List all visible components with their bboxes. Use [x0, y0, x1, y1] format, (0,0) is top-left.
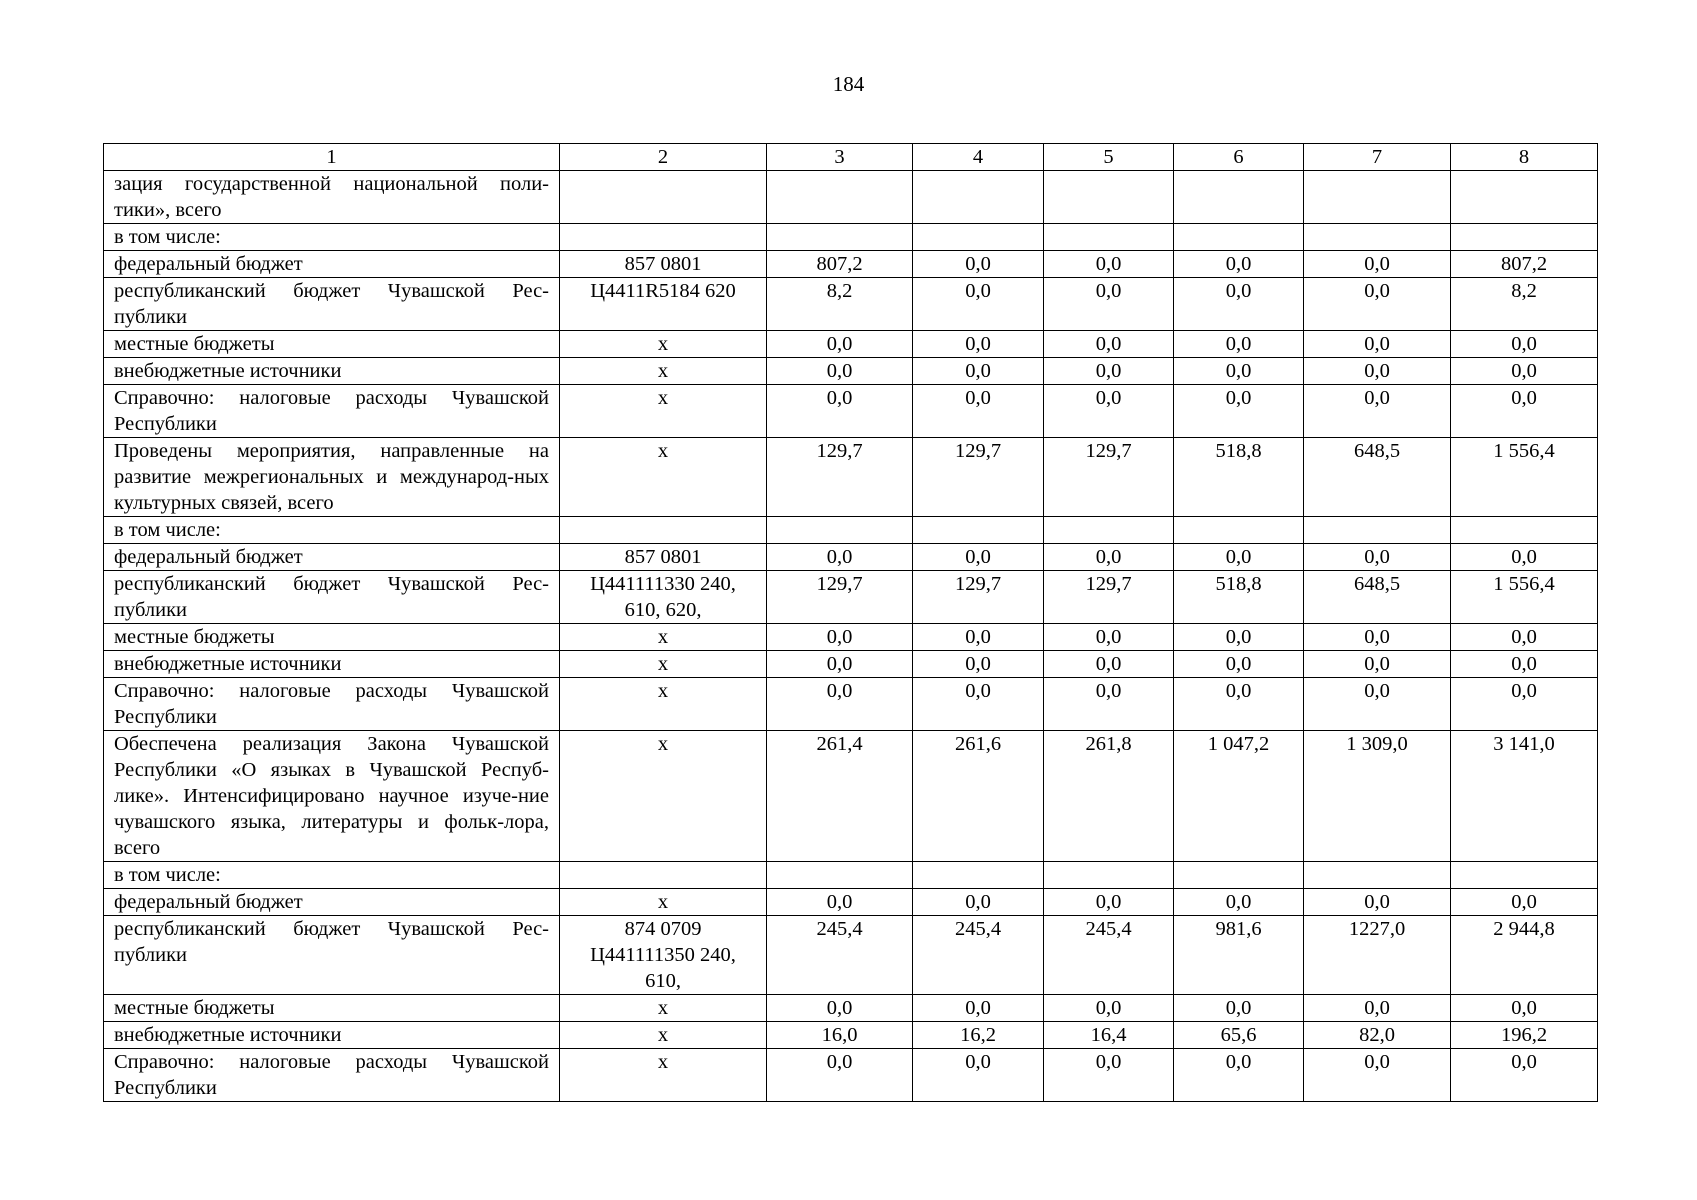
table-row [104, 651, 1598, 678]
row-label: зация государственной национальной поли-тики», всего [104, 171, 560, 224]
table-row [104, 916, 1598, 995]
value-cell: 16,0 [767, 1022, 913, 1049]
budget-table [103, 143, 1598, 1102]
value-cell: 0,0 [1044, 624, 1174, 651]
value-cell: 245,4 [913, 916, 1044, 995]
value-cell: 1 556,4 [1451, 438, 1598, 517]
value-cell: 196,2 [1451, 1022, 1598, 1049]
row-label: Справочно: налоговые расходы Чувашской Республики [104, 385, 560, 438]
value-cell: 0,0 [767, 678, 913, 731]
header-cell: 5 [1044, 144, 1174, 171]
value-cell: 129,7 [913, 438, 1044, 517]
value-cell: 0,0 [1304, 889, 1451, 916]
value-cell [767, 171, 913, 224]
value-cell: 0,0 [1174, 251, 1304, 278]
value-cell: 261,8 [1044, 731, 1174, 862]
value-cell: 1 556,4 [1451, 571, 1598, 624]
value-cell: 0,0 [1304, 385, 1451, 438]
value-cell [767, 517, 913, 544]
value-cell: 129,7 [1044, 571, 1174, 624]
value-cell: 0,0 [1304, 251, 1451, 278]
value-cell: 16,2 [913, 1022, 1044, 1049]
value-cell: 0,0 [1451, 544, 1598, 571]
value-cell: 8,2 [1451, 278, 1598, 331]
value-cell: 981,6 [1174, 916, 1304, 995]
table-row [104, 517, 1598, 544]
row-label: Обеспечена реализация Закона Чувашской Республики «О языках в Чувашской Респуб-лике». Интенсифицировано научное изуче-ние чувашского языка, литературы и фольк-лора, всего [104, 731, 560, 862]
row-label: республиканский бюджет Чувашской Рес-публики [104, 916, 560, 995]
page-number: 184 [832, 72, 865, 96]
header-cell: 7 [1304, 144, 1451, 171]
value-cell: 0,0 [913, 995, 1044, 1022]
value-cell [1304, 517, 1451, 544]
value-cell: 0,0 [1044, 251, 1174, 278]
value-cell: 2 944,8 [1451, 916, 1598, 995]
row-label: в том числе: [104, 517, 560, 544]
value-cell [1174, 862, 1304, 889]
header-cell: 2 [560, 144, 767, 171]
budget-code: x [560, 358, 767, 385]
value-cell: 0,0 [1304, 678, 1451, 731]
budget-code: x [560, 624, 767, 651]
table-row [104, 331, 1598, 358]
value-cell: 0,0 [1451, 889, 1598, 916]
value-cell: 0,0 [913, 544, 1044, 571]
table-row [104, 862, 1598, 889]
row-label: в том числе: [104, 224, 560, 251]
budget-code [560, 171, 767, 224]
value-cell [1451, 517, 1598, 544]
value-cell: 0,0 [1451, 651, 1598, 678]
value-cell: 261,4 [767, 731, 913, 862]
table-body [104, 144, 1598, 1102]
table-row [104, 624, 1598, 651]
budget-code: x [560, 731, 767, 862]
value-cell: 0,0 [1451, 624, 1598, 651]
row-label: внебюджетные источники [104, 1022, 560, 1049]
budget-code [560, 517, 767, 544]
value-cell: 129,7 [1044, 438, 1174, 517]
row-label: федеральный бюджет [104, 251, 560, 278]
value-cell [1304, 862, 1451, 889]
value-cell: 0,0 [1304, 1049, 1451, 1102]
table-row [104, 571, 1598, 624]
value-cell: 0,0 [767, 624, 913, 651]
value-cell: 648,5 [1304, 438, 1451, 517]
value-cell: 0,0 [1174, 544, 1304, 571]
value-cell: 129,7 [767, 438, 913, 517]
value-cell: 0,0 [1451, 678, 1598, 731]
value-cell: 0,0 [1174, 624, 1304, 651]
value-cell: 0,0 [767, 544, 913, 571]
budget-code [560, 862, 767, 889]
value-cell: 1227,0 [1304, 916, 1451, 995]
value-cell [1304, 224, 1451, 251]
value-cell: 0,0 [1174, 1049, 1304, 1102]
header-cell: 4 [913, 144, 1044, 171]
row-label: Справочно: налоговые расходы Чувашской Республики [104, 678, 560, 731]
value-cell: 16,4 [1044, 1022, 1174, 1049]
value-cell: 0,0 [1174, 385, 1304, 438]
value-cell: 65,6 [1174, 1022, 1304, 1049]
value-cell [767, 862, 913, 889]
row-label: федеральный бюджет [104, 544, 560, 571]
row-label: в том числе: [104, 862, 560, 889]
value-cell: 0,0 [913, 385, 1044, 438]
value-cell: 0,0 [1174, 331, 1304, 358]
value-cell: 518,8 [1174, 438, 1304, 517]
value-cell: 8,2 [767, 278, 913, 331]
value-cell: 0,0 [767, 385, 913, 438]
value-cell: 0,0 [1044, 331, 1174, 358]
value-cell: 0,0 [1044, 1049, 1174, 1102]
value-cell: 0,0 [913, 278, 1044, 331]
row-label: республиканский бюджет Чувашской Рес-публики [104, 278, 560, 331]
table-row [104, 385, 1598, 438]
budget-code: x [560, 1022, 767, 1049]
table-row [104, 224, 1598, 251]
row-label: местные бюджеты [104, 995, 560, 1022]
value-cell [1174, 224, 1304, 251]
row-label: местные бюджеты [104, 624, 560, 651]
value-cell [913, 224, 1044, 251]
table-row [104, 171, 1598, 224]
value-cell: 0,0 [1044, 651, 1174, 678]
table-row [104, 1049, 1598, 1102]
value-cell: 0,0 [1044, 385, 1174, 438]
header-cell: 3 [767, 144, 913, 171]
table-row [104, 678, 1598, 731]
budget-code: Ц4411R5184 620 [560, 278, 767, 331]
value-cell: 807,2 [1451, 251, 1598, 278]
header-cell: 8 [1451, 144, 1598, 171]
value-cell [1304, 171, 1451, 224]
budget-code: x [560, 651, 767, 678]
budget-code: 874 0709 Ц441111350 240, 610, [560, 916, 767, 995]
header-row [104, 144, 1598, 171]
value-cell [1451, 224, 1598, 251]
value-cell: 129,7 [913, 571, 1044, 624]
budget-code: x [560, 331, 767, 358]
value-cell: 518,8 [1174, 571, 1304, 624]
budget-code: 857 0801 [560, 251, 767, 278]
value-cell: 0,0 [913, 624, 1044, 651]
value-cell: 0,0 [913, 678, 1044, 731]
value-cell: 0,0 [1304, 624, 1451, 651]
value-cell: 0,0 [1304, 278, 1451, 331]
value-cell: 807,2 [767, 251, 913, 278]
budget-code: x [560, 385, 767, 438]
value-cell: 0,0 [1174, 278, 1304, 331]
value-cell: 0,0 [1044, 358, 1174, 385]
value-cell [913, 171, 1044, 224]
value-cell [1451, 862, 1598, 889]
value-cell: 0,0 [1044, 889, 1174, 916]
value-cell: 0,0 [1174, 995, 1304, 1022]
value-cell [767, 224, 913, 251]
value-cell [1044, 171, 1174, 224]
value-cell: 0,0 [767, 889, 913, 916]
table-row [104, 251, 1598, 278]
row-label: местные бюджеты [104, 331, 560, 358]
value-cell: 0,0 [1044, 544, 1174, 571]
value-cell: 0,0 [913, 358, 1044, 385]
budget-code: 857 0801 [560, 544, 767, 571]
value-cell: 0,0 [913, 251, 1044, 278]
value-cell: 0,0 [767, 1049, 913, 1102]
value-cell: 0,0 [1304, 651, 1451, 678]
value-cell: 0,0 [1451, 1049, 1598, 1102]
row-label: республиканский бюджет Чувашской Рес-публики [104, 571, 560, 624]
value-cell: 0,0 [1174, 651, 1304, 678]
value-cell [1174, 171, 1304, 224]
value-cell: 0,0 [767, 651, 913, 678]
value-cell [1044, 862, 1174, 889]
table-row [104, 544, 1598, 571]
table-row [104, 731, 1598, 862]
value-cell: 0,0 [913, 1049, 1044, 1102]
value-cell: 1 047,2 [1174, 731, 1304, 862]
value-cell: 0,0 [913, 331, 1044, 358]
row-label: внебюджетные источники [104, 358, 560, 385]
header-cell: 6 [1174, 144, 1304, 171]
table-row [104, 1022, 1598, 1049]
value-cell: 0,0 [913, 889, 1044, 916]
value-cell: 0,0 [1174, 678, 1304, 731]
header-cell: 1 [104, 144, 560, 171]
table-row [104, 358, 1598, 385]
budget-code: x [560, 889, 767, 916]
value-cell: 0,0 [1451, 358, 1598, 385]
row-label: Справочно: налоговые расходы Чувашской Республики [104, 1049, 560, 1102]
value-cell: 0,0 [1044, 678, 1174, 731]
value-cell: 0,0 [767, 358, 913, 385]
row-label: Проведены мероприятия, направленные на развитие межрегиональных и международ-ных культурных связей, всего [104, 438, 560, 517]
value-cell: 129,7 [767, 571, 913, 624]
budget-code: x [560, 438, 767, 517]
value-cell: 3 141,0 [1451, 731, 1598, 862]
value-cell: 0,0 [1044, 995, 1174, 1022]
value-cell: 0,0 [1451, 385, 1598, 438]
table-row [104, 278, 1598, 331]
value-cell: 82,0 [1304, 1022, 1451, 1049]
budget-code: x [560, 995, 767, 1022]
value-cell: 245,4 [1044, 916, 1174, 995]
value-cell [1451, 171, 1598, 224]
budget-code: x [560, 678, 767, 731]
budget-code: Ц441111330 240, 610, 620, [560, 571, 767, 624]
value-cell: 648,5 [1304, 571, 1451, 624]
value-cell [1044, 517, 1174, 544]
value-cell: 0,0 [1174, 889, 1304, 916]
value-cell: 0,0 [1451, 331, 1598, 358]
value-cell: 0,0 [913, 651, 1044, 678]
value-cell: 0,0 [1304, 358, 1451, 385]
table-row [104, 995, 1598, 1022]
value-cell: 0,0 [1304, 544, 1451, 571]
value-cell [913, 517, 1044, 544]
row-label: внебюджетные источники [104, 651, 560, 678]
value-cell: 0,0 [767, 331, 913, 358]
value-cell [1044, 224, 1174, 251]
value-cell: 245,4 [767, 916, 913, 995]
row-label: федеральный бюджет [104, 889, 560, 916]
value-cell: 0,0 [1044, 278, 1174, 331]
value-cell: 0,0 [1451, 995, 1598, 1022]
value-cell: 1 309,0 [1304, 731, 1451, 862]
value-cell: 261,6 [913, 731, 1044, 862]
value-cell [913, 862, 1044, 889]
budget-code [560, 224, 767, 251]
value-cell: 0,0 [767, 995, 913, 1022]
value-cell: 0,0 [1174, 358, 1304, 385]
table-row [104, 889, 1598, 916]
budget-code: x [560, 1049, 767, 1102]
table-row [104, 438, 1598, 517]
value-cell [1174, 517, 1304, 544]
value-cell: 0,0 [1304, 331, 1451, 358]
value-cell: 0,0 [1304, 995, 1451, 1022]
